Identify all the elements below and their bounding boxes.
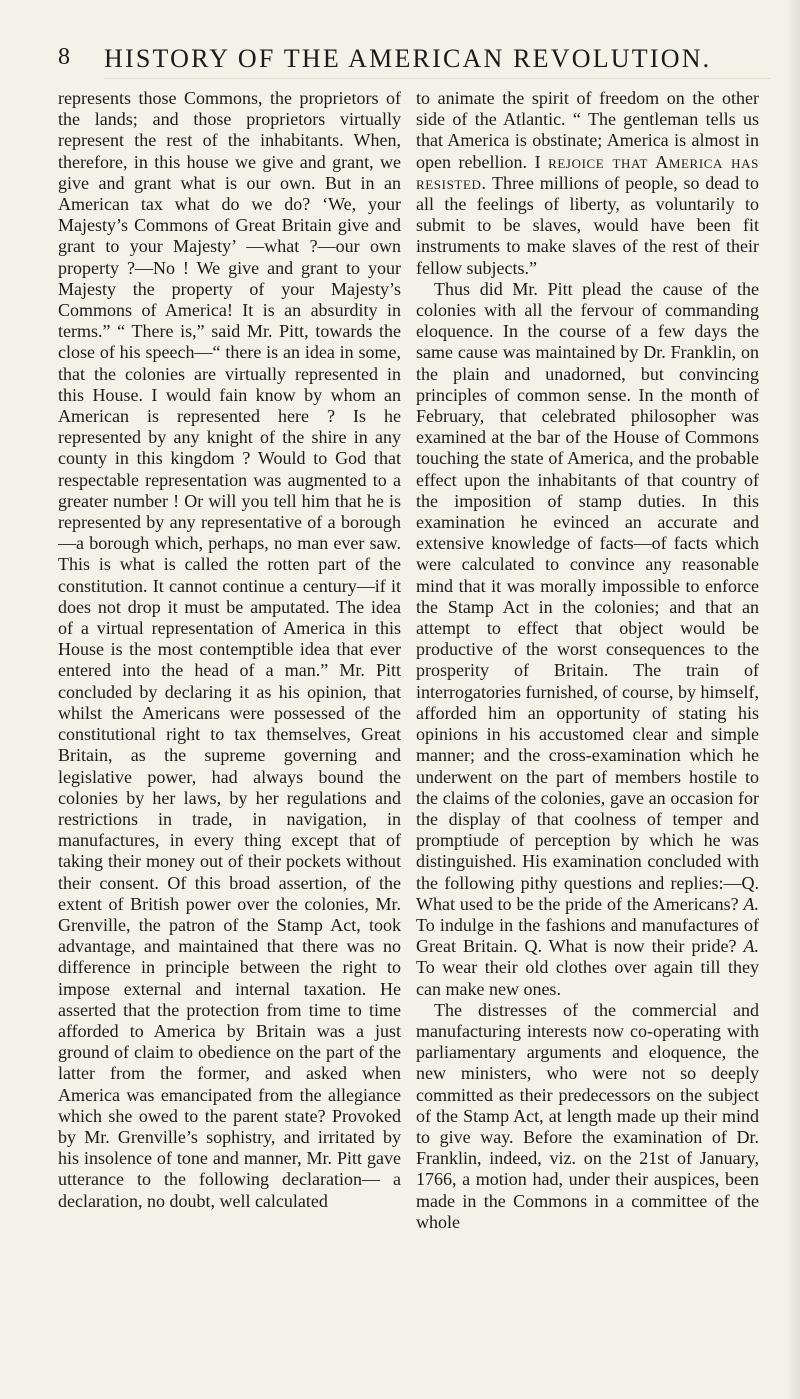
answer-1-label: A. — [743, 893, 759, 914]
text-columns — [58, 88, 782, 1390]
paragraph-1-text-start: to animate the spirit of freedom on the other side of the Atlantic. “ The gentleman tells us that America is obstinate; America is almost in open rebellion. I — [416, 88, 759, 172]
question-2-label: Q. — [524, 936, 542, 957]
page-edge-shadow — [786, 0, 800, 1399]
running-title: HISTORY OF THE AMERICAN REVOLUTION. — [104, 44, 712, 73]
small-caps-phrase: rejoice that America has resisted. — [416, 151, 759, 193]
answer-2-text: To wear their old clothes over again till they can make new ones. — [416, 957, 759, 999]
question-1-label: Q. — [741, 872, 759, 893]
question-2-text: What is now their pride? — [541, 936, 744, 957]
right-column-paragraph-2 — [416, 279, 759, 1000]
answer-2-label: A. — [743, 936, 759, 957]
question-1-text: What used to be the pride of the Americans? — [416, 893, 744, 914]
paragraph-2-main-text: Thus did Mr. Pitt plead the cause of the colonies with all the fervour of commanding eloquence. In the course of a few days the same cause was maintained by Dr. Franklin, on the plain and unadorned, but convincing principles of common sense. In the month of February, that celebrated philosopher was examined at the bar of the House of Commons touching the state of America, and the probable effect upon the inhabitants of that country of the imposition of stamp duties. In this examination he evinced an accurate and extensive knowledge of facts—of facts which were calculated to convince any reasonable mind that it was morally impossible to enforce the Stamp Act in the colonies; and that an attempt to effect that object would be productive of the worst consequences to the prosperity of Britain. The train of interrogatories furnished, of course, by himself, afforded him an opportunity of stating his opinions in his accustomed clear and simple manner; and the cross-examination which he underwent on the part of members hostile to the claims of the colonies, gave an occasion for the display of that coolness of temper and promptiude of perception by which he was distinguished. His examination concluded with the following pithy questions and replies:— — [416, 278, 759, 893]
left-column-paragraph: represents those Commons, the proprietors of the lands; and those proprietors virtually represent the rest of the inhabitants. When, therefore, in this house we give and grant, we give and grant what is our own. But in an American tax what do we do? ‘We, your Majesty’s Commons of Great Britain give and grant to your Majesty’ —what ?—our own property ?—No ! We give and grant to your Majesty the property of your Majesty’s Commons of America! It is an absurdity in terms.” “ There is,” said Mr. Pitt, towards the close of his speech—“ there is an idea in some, that the colonies are virtually represented in this House. I would fain know by whom an American is represented here ? Is he represented by any knight of the shire in any county in this kingdom ? Would to God that respectable representation was augmented to a greater number ! Or will you tell him that he is represented by any representative of a borough—a borough which, perhaps, no man ever saw. This is what is called the rotten part of the constitution. It cannot continue a century—if it does not drop it must be amputated. The idea of a virtual representation of America in this House is the most contemptible idea that ever entered into the head of a man.” Mr. Pitt concluded by declaring it as his opinion, that whilst the Americans were possessed of the constitutional right to tax themselves, Great Britain, as the supreme governing and legislative power, had always bound the colonies by her laws, by her regulations and restrictions in trade, in navigation, in manufactures, in every thing except that of taking their money out of their pockets without their consent. Of this broad assertion, of the extent of British power over the colonies, Mr. Grenville, the patron of the Stamp Act, took advantage, and maintained that there was no difference in principle between the right to impose external and internal taxation. He asserted that the protection from time to time afforded to America by Britain was a just ground of claim to obedience on the part of the latter from the former, and asked when America was emancipated from the allegiance which she owed to the parent state? Provoked by Mr. Grenville’s sophistry, and irritated by his insolence of tone and manner, Mr. Pitt gave utterance to the following declaration— a declaration, no doubt, well calculated — [58, 88, 401, 1211]
paragraph-1-text-end: Three millions of people, so dead to all the feelings of liberty, as voluntarily to submit to be slaves, would have been fit instruments to make slaves of the rest of their fellow subjects.” — [416, 172, 759, 278]
running-header — [50, 44, 770, 78]
answer-1-text: To indulge in the fashions and manufactures of Great Britain. — [416, 914, 759, 957]
right-column — [416, 88, 759, 1390]
left-column — [58, 88, 401, 1390]
page-number: 8 — [58, 44, 71, 70]
right-column-paragraph-3: The distresses of the commercial and manufacturing interests now co-operating with parliamentary arguments and eloquence, the new ministers, who were not so deeply committed as their predecessors on the subject of the Stamp Act, at length made up their mind to give way. Before the examination of Dr. Franklin, indeed, viz. on the 21st of January, 1766, a motion had, under their auspices, been made in the Commons in a committee of the whole — [416, 999, 759, 1232]
right-column-paragraph-1 — [416, 88, 759, 279]
header-rule — [104, 78, 770, 79]
